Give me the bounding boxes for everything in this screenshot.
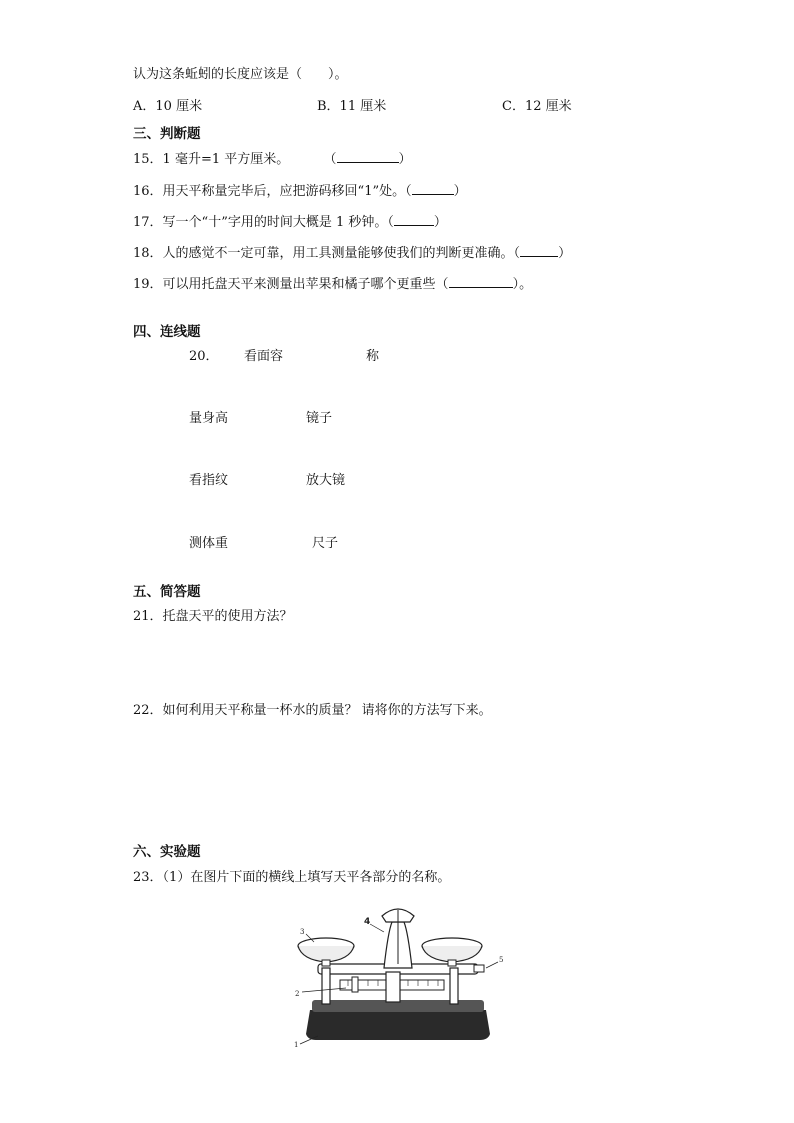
balance-adjust-nut <box>474 965 484 972</box>
question-16: 16．用天平称量完毕后，应把游码移回“1”处。（ ） <box>133 184 467 199</box>
answer-blank-19[interactable] <box>449 275 513 288</box>
answer-blank-16[interactable] <box>412 182 454 195</box>
question-23: 23．（1）在图片下面的横线上填写天平各部分的名称。 <box>133 870 451 885</box>
match-right-4[interactable]: 尺子 <box>312 536 339 551</box>
balance-base <box>306 1010 490 1040</box>
answer-blank-15[interactable] <box>337 150 399 163</box>
balance-scale-figure <box>288 902 508 1052</box>
q14-option-b[interactable]: B．11 厘米 <box>317 99 387 114</box>
question-21: 21．托盘天平的使用方法？ <box>133 609 293 624</box>
q14-stem: 认为这条蚯蚓的长度应该是（ ）。 <box>133 67 348 82</box>
balance-rider <box>352 977 358 992</box>
question-16-text: 16．用天平称量完毕后，应把游码移回“1”处。 <box>133 184 406 199</box>
match-right-3[interactable]: 放大镜 <box>306 473 346 488</box>
question-20-number: 20． <box>189 349 219 364</box>
figure-label-3: 3 <box>300 928 305 936</box>
match-right-1[interactable]: 称 <box>366 349 380 364</box>
match-right-2[interactable]: 镜子 <box>306 411 333 426</box>
section-title-experiment: 六、实验题 <box>133 844 201 860</box>
section-title-judgement: 三、判断题 <box>133 126 201 142</box>
question-19: 19．可以用托盘天平来测量出苹果和橘子哪个更重些（ ）。 <box>133 277 533 292</box>
section-title-short-answer: 五、简答题 <box>133 584 201 600</box>
question-17-text: 17．写一个“十”字用的时间大概是 1 秒钟。 <box>133 215 388 230</box>
q14-option-c[interactable]: C．12 厘米 <box>502 99 572 114</box>
figure-label-1: 1 <box>294 1041 299 1049</box>
figure-label-2: 2 <box>295 990 300 998</box>
figure-label-5: 5 <box>499 956 504 964</box>
question-17: 17．写一个“十”字用的时间大概是 1 秒钟。（ ） <box>133 215 447 230</box>
q14-option-a[interactable]: A．10 厘米 <box>133 99 203 114</box>
match-left-4[interactable]: 测体重 <box>189 536 229 551</box>
match-left-3[interactable]: 看指纹 <box>189 473 229 488</box>
question-19-text: 19．可以用托盘天平来测量出苹果和橘子哪个更重些 <box>133 277 436 292</box>
section-title-matching: 四、连线题 <box>133 324 201 340</box>
answer-blank-18[interactable] <box>520 244 558 257</box>
question-18: 18．人的感觉不一定可靠，用工具测量能够使我们的判断更准确。（ ） <box>133 246 572 261</box>
question-22: 22．如何利用天平称量一杯水的质量？ 请将你的方法写下来。 <box>133 703 492 718</box>
match-left-2[interactable]: 量身高 <box>189 411 229 426</box>
figure-label-4: 4 <box>364 917 371 927</box>
question-15-text: 15．1 毫升=1 平方厘米。 <box>133 152 290 167</box>
question-15: 15．1 毫升=1 平方厘米。 （ ） <box>133 152 412 167</box>
match-left-1[interactable]: 看面容 <box>244 349 284 364</box>
answer-blank-17[interactable] <box>394 213 434 226</box>
question-18-text: 18．人的感觉不一定可靠，用工具测量能够使我们的判断更准确。 <box>133 246 514 261</box>
